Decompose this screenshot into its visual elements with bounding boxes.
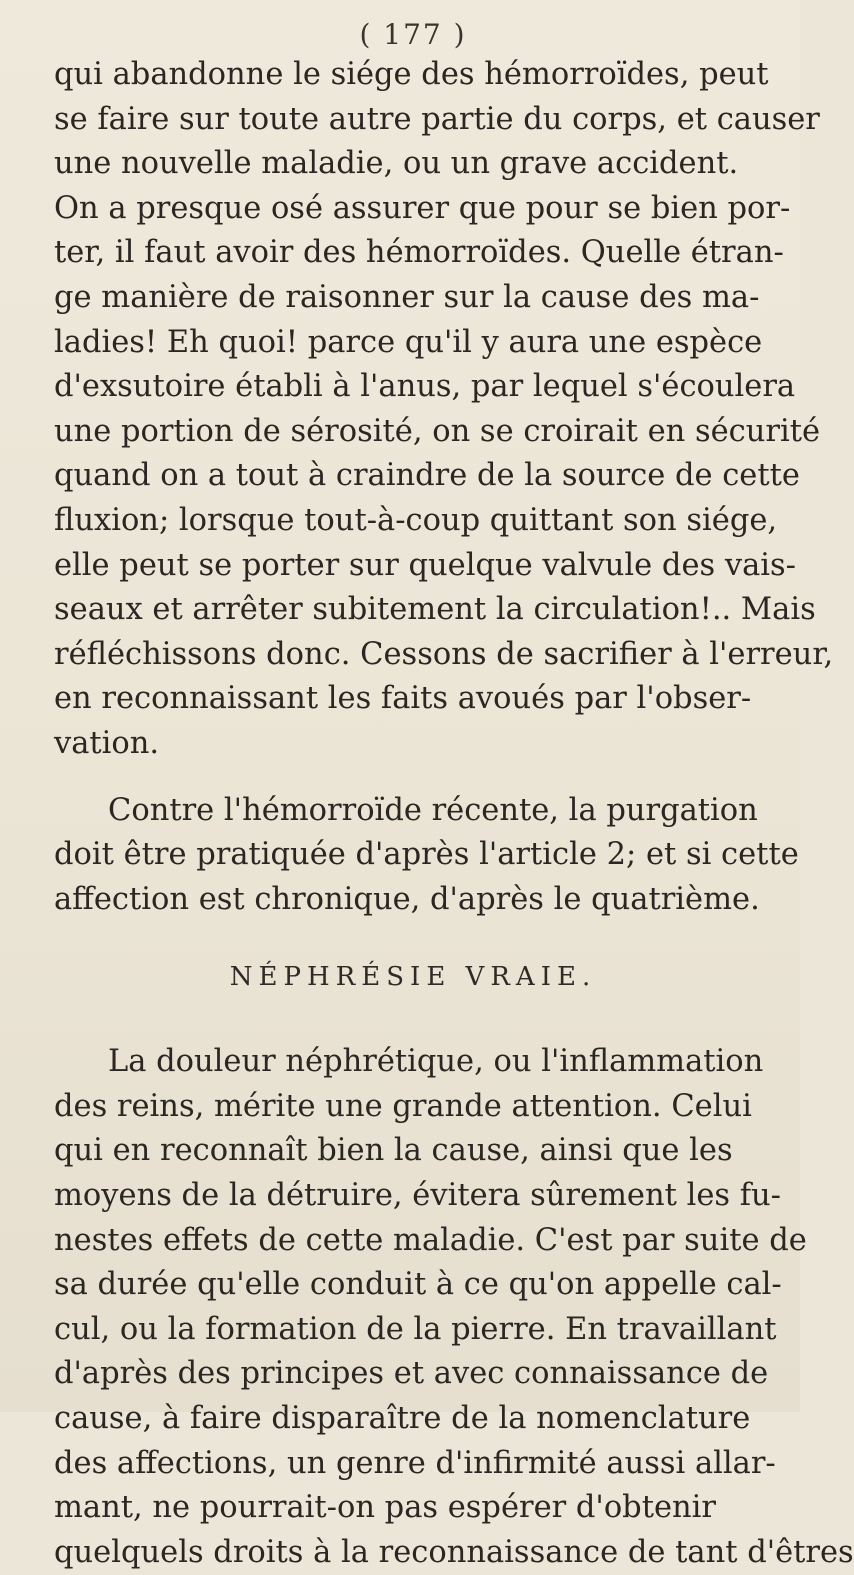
text-line: moyens de la détruire, évitera sûrement les fu- [54,1178,781,1214]
text-line: fluxion; lorsque tout-à-coup quittant son siége, [54,502,778,538]
text-line: cause, à faire disparaître de la nomenclature [54,1401,751,1437]
text-line: affection est chronique, d'après le quatrième. [54,881,760,917]
text-line: seaux et arrêter subitement la circulation!.. Mais [54,592,816,628]
text-line: La douleur néphrétique, ou l'inflammation [108,1044,764,1080]
text-line: Contre l'hémorroïde récente, la purgation [108,792,758,828]
paragraph-nephresis [54,1040,854,1575]
text-line: ge manière de raisonner sur la cause des ma- [54,279,760,315]
text-line: vation. [54,725,160,761]
text-line: en reconnaissant les faits avoués par l'obser- [54,681,752,717]
text-line: des affections, un genre d'infirmité aussi allar- [54,1445,776,1481]
text-line: mant, ne pourrait-on pas espérer d'obtenir [54,1490,716,1526]
text-line: des reins, mérite une grande attention. Celui [54,1088,752,1124]
text-line: doit être pratiquée d'après l'article 2; et si cette [54,837,799,873]
text-line: nestes effets de cette maladie. C'est par suite de [54,1222,807,1258]
text-line: On a presque osé assurer que pour se bien por- [54,190,791,226]
section-heading: NÉPHRÉSIE VRAIE. [229,962,597,993]
paragraph-purgation [54,789,799,923]
text-line: quelquels droits à la reconnaissance de tant d'êtres [54,1534,854,1570]
text-line: sa durée qu'elle conduit à ce qu'on appelle cal- [54,1267,782,1303]
text-line: réfléchissons donc. Cessons de sacrifier à l'erreur, [54,636,834,672]
text-line: qui en reconnaît bien la cause, ainsi que les [54,1133,733,1169]
text-line: d'exsutoire établi à l'anus, par lequel s'écoulera [54,369,796,405]
text-line: elle peut se porter sur quelque valvule des vais- [54,547,796,583]
text-line: ladies! Eh quoi! parce qu'il y aura une espèce [54,324,763,360]
text-line: qui abandonne le siége des hémorroïdes, peut [54,57,769,92]
text-line: se faire sur toute autre partie du corps, et causer [54,101,820,137]
text-line: cul, ou la formation de la pierre. En travaillant [54,1311,777,1347]
page-number: ( 177 ) [359,18,467,51]
paragraph-hemorrhoids [54,53,834,767]
text-line: d'après des principes et avec connaissance de [54,1356,769,1392]
paragraph-spacer [54,767,772,789]
text-line: une nouvelle maladie, ou un grave accident. [54,146,739,182]
text-line: une portion de sérosité, on se croirait en sécurité [54,413,821,449]
text-line: quand on a tout à craindre de la source de cette [54,458,800,494]
text-line: ter, il faut avoir des hémorroïdes. Quelle étran- [54,235,784,271]
